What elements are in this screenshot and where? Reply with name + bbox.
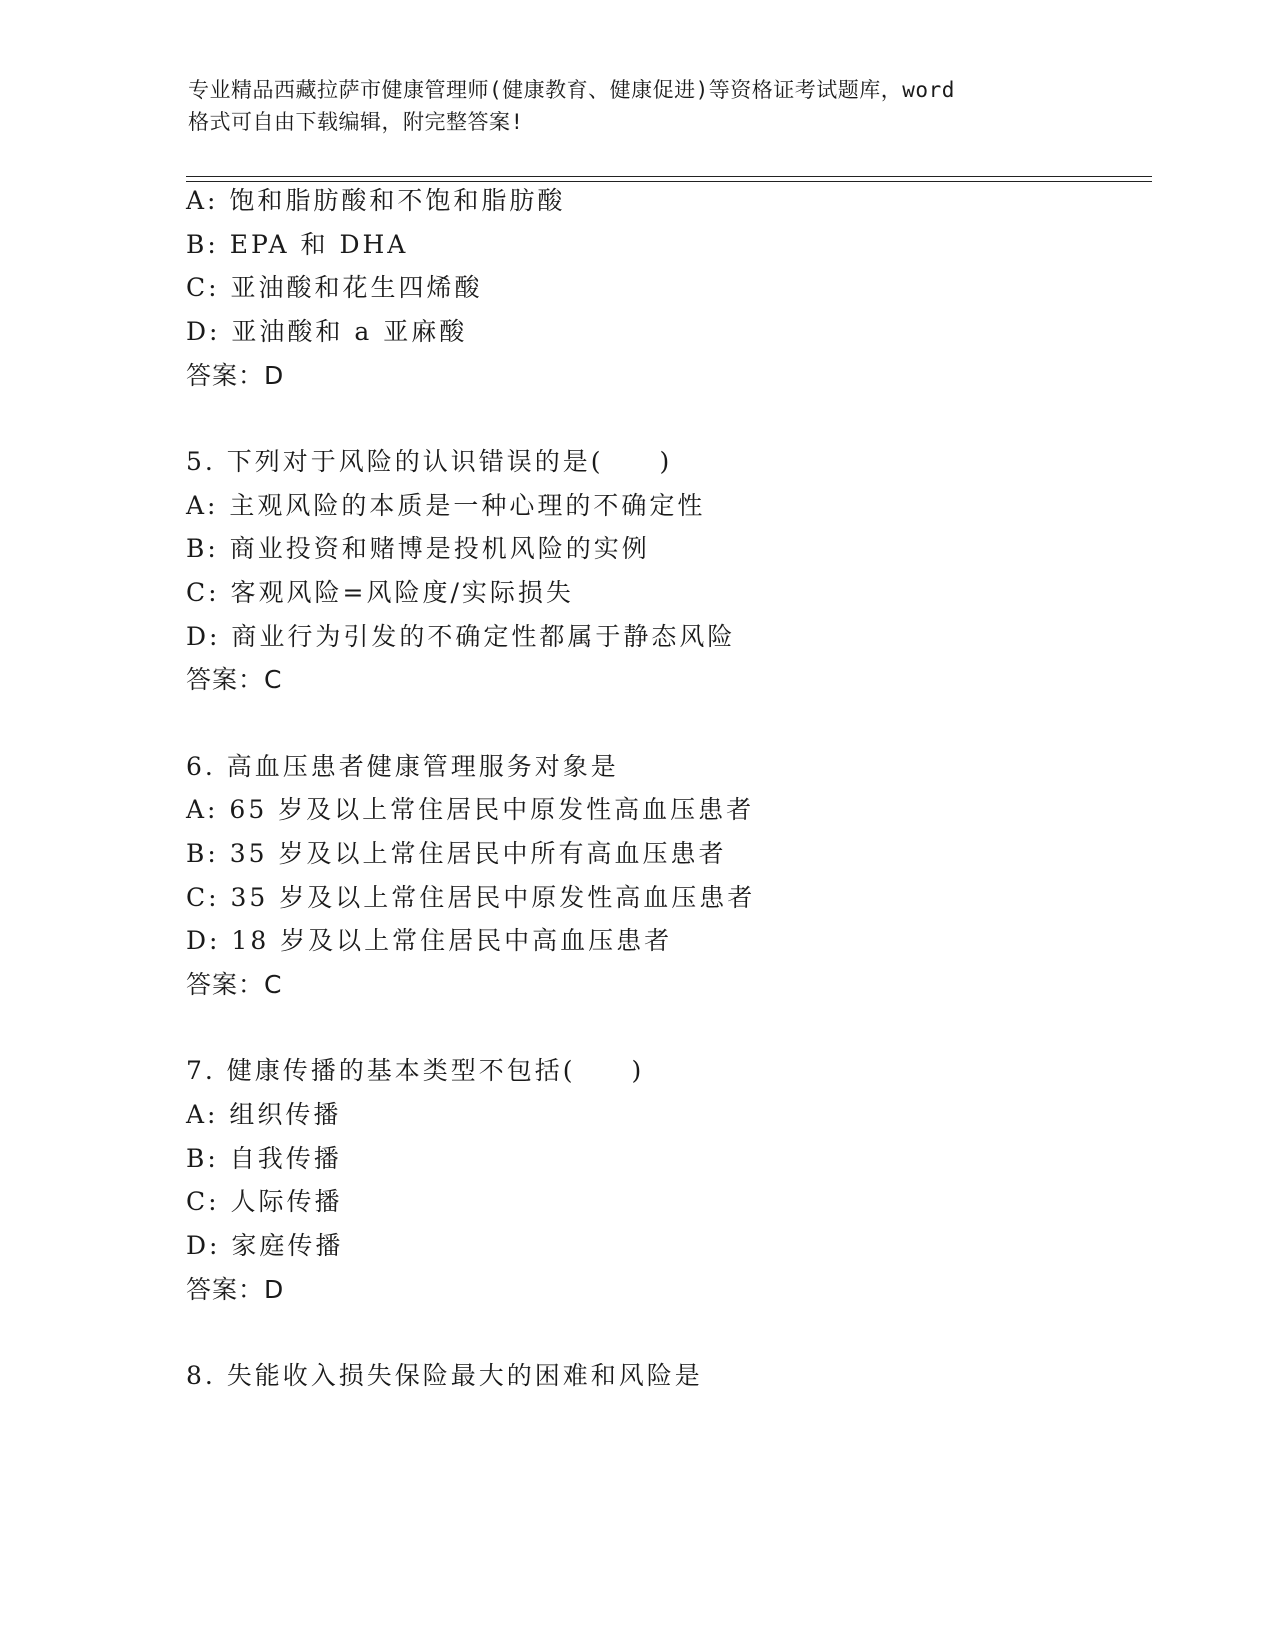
q5-answer: 答案：C — [186, 665, 283, 694]
q7-option-b: B: 自我传播 — [186, 1144, 342, 1173]
header-line-1: 专业精品西藏拉萨市健康管理师(健康教育、健康促进)等资格证考试题库，word — [188, 78, 955, 102]
header-divider-top — [186, 176, 1152, 177]
q5-stem: 5. 下列对于风险的认识错误的是( ) — [186, 447, 673, 476]
document-header — [188, 74, 1068, 138]
q6-option-d: D: 18 岁及以上常住居民中高血压患者 — [186, 926, 673, 955]
q6-option-a: A: 65 岁及以上常住居民中原发性高血压患者 — [186, 795, 755, 824]
q4-option-a: A: 饱和脂肪酸和不饱和脂肪酸 — [186, 186, 566, 215]
q5-option-a: A: 主观风险的本质是一种心理的不确定性 — [186, 491, 706, 520]
q7-option-c: C: 人际传播 — [186, 1187, 343, 1216]
q5-option-b: B: 商业投资和赌博是投机风险的实例 — [186, 534, 650, 563]
q5-option-c: C: 客观风险=风险度/实际损失 — [186, 578, 574, 607]
q7-option-a: A: 组织传播 — [186, 1100, 342, 1129]
q6-stem: 6. 高血压患者健康管理服务对象是 — [186, 752, 619, 781]
q7-answer: 答案：D — [186, 1275, 285, 1304]
q6-answer: 答案：C — [186, 970, 283, 999]
header-line-2: 格式可自由下载编辑，附完整答案! — [188, 110, 524, 134]
q4-option-d: D: 亚油酸和 a 亚麻酸 — [186, 317, 468, 346]
q5-option-d: D: 商业行为引发的不确定性都属于静态风险 — [186, 622, 736, 651]
q7-option-d: D: 家庭传播 — [186, 1231, 344, 1260]
header-divider-bottom — [186, 181, 1152, 182]
q4-option-c: C: 亚油酸和花生四烯酸 — [186, 273, 483, 302]
q6-option-c: C: 35 岁及以上常住居民中原发性高血压患者 — [186, 883, 756, 912]
q8-stem: 8. 失能收入损失保险最大的困难和风险是 — [186, 1361, 703, 1390]
q4-option-b: B: EPA 和 DHA — [186, 230, 409, 259]
q7-stem: 7. 健康传播的基本类型不包括( ) — [186, 1056, 645, 1085]
q6-option-b: B: 35 岁及以上常住居民中所有高血压患者 — [186, 839, 727, 868]
q4-answer: 答案：D — [186, 361, 285, 390]
